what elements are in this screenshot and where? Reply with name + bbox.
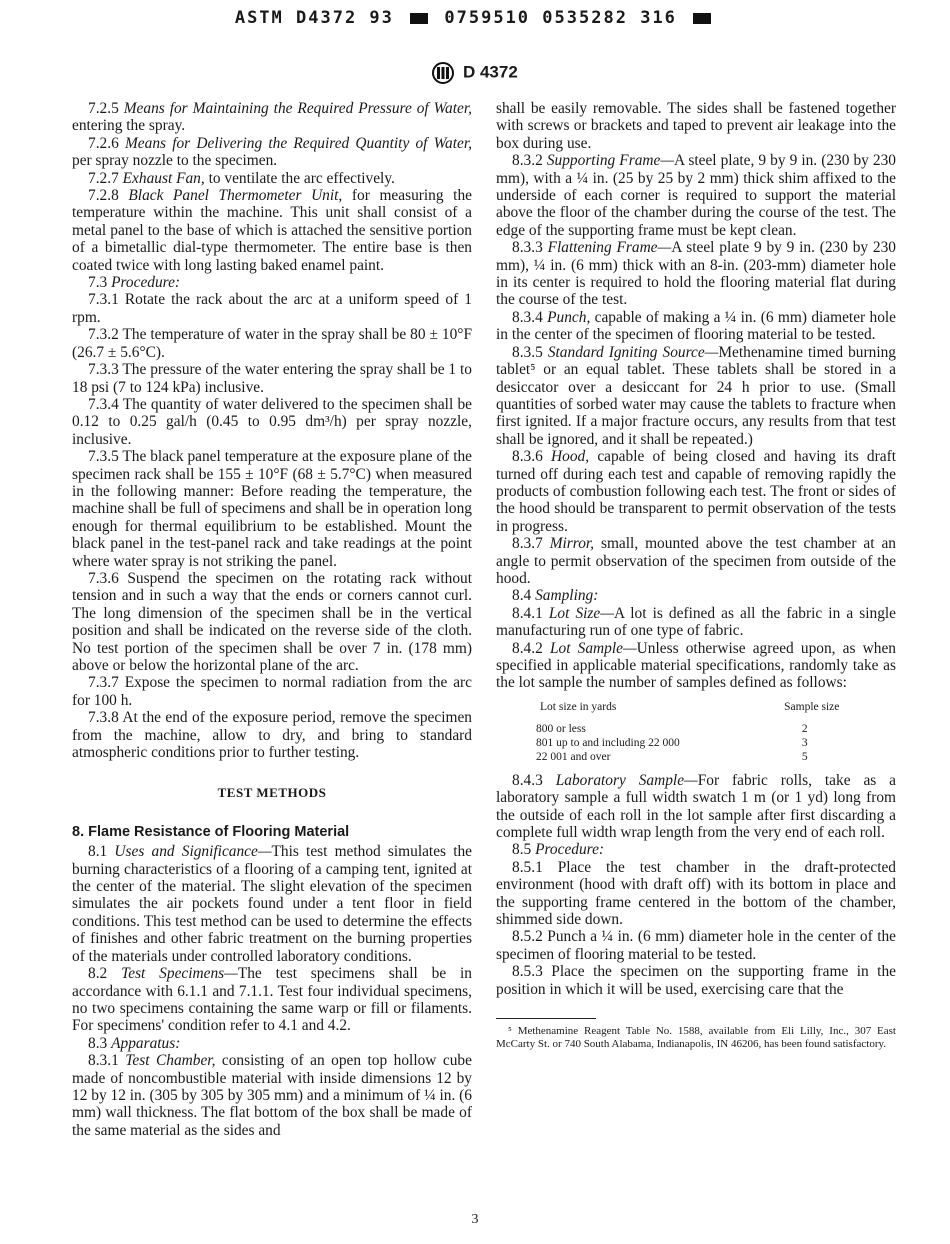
lot-size-cell: 22 001 and over (536, 750, 611, 763)
lot-size-cell: 801 up to and including 22 000 (536, 736, 680, 749)
paragraph-text: The black panel temperature at the exposure plane of the specimen rack shall be 155 ± 10°F (68 ± 5.7°C) when measured in the following manner: Before reading the temperature, the machine shall be full of specimens and shall be in operation long enough for thermal equilibrium to be established. Mount the black panel in the test-panel rack and take readings at the point where water spray is not striking the panel. (72, 448, 472, 570)
paragraph-title: Flattening Frame— (547, 239, 672, 257)
standard-number: D 4372 (462, 62, 518, 82)
header-code-2: 0535282 (542, 8, 628, 28)
paragraph-p8-3-7 (496, 535, 896, 587)
paragraph-number: 8.3.5 (512, 343, 543, 361)
paragraph-number: 7.3.4 (88, 395, 119, 413)
paragraph-title: Standard Igniting Source— (547, 343, 719, 361)
paragraph-p7-3-2 (72, 326, 472, 361)
paragraph-text: entering the spray. (72, 117, 186, 135)
table-row (526, 736, 856, 750)
paragraph-text: shall be easily removable. The sides shall be fastened together with screws or brackets and taped to prevent air leakage into the box during use. (496, 100, 896, 152)
header-designation: ASTM D4372 93 (234, 8, 394, 28)
paragraph-text: per spray nozzle to the specimen. (72, 152, 278, 170)
paragraph-title: Means for Delivering the Required Quantity of Water, (124, 134, 472, 152)
standard-logo-row (0, 62, 950, 84)
paragraph-number: 8.5 (512, 841, 532, 859)
sample-size-table (526, 700, 856, 764)
paragraph-number: 8.5.1 (512, 858, 543, 876)
paragraph-title: Test Specimens— (121, 965, 238, 983)
paragraph-p8-5-2 (496, 928, 896, 963)
paragraph-title: Uses and Significance— (114, 843, 272, 861)
paragraph-p7-2-5 (72, 100, 472, 135)
paragraph-title: Apparatus: (111, 1034, 181, 1052)
paragraph-text: The pressure of the water entering the spray shall be 1 to 18 psi (7 to 124 kPa) inclusive. (72, 361, 472, 396)
table-row (526, 750, 856, 764)
paragraph-title: Punch, (547, 308, 591, 326)
paragraph-text: Punch a ¼ in. (6 mm) diameter hole in the center of the specimen of flooring material to be tested. (496, 928, 896, 963)
paragraph-p7-2-6 (72, 135, 472, 170)
paragraph-text: consisting of an open top hollow cube made of noncombustible material with inside dimensions 12 by 12 by 12 in. (305 by 305 by 305 mm) and a minimum of ¼ in. (6 mm) wall thickness. The flat bottom of the box shall be made of the same material as the sides and (72, 1052, 472, 1139)
paragraph-text: A steel plate 9 by 9 in. (230 by 230 mm), ¼ in. (6 mm) thick with an 8-in. (203-mm) diameter hole in its center is required to hold the flooring material flat during the course of the test. (496, 239, 896, 309)
paragraph-number: 7.2.7 (88, 169, 119, 187)
header-bar-1 (410, 13, 428, 24)
paragraph-p7-3-3 (72, 361, 472, 396)
paragraph-number: 8.3.3 (512, 239, 543, 257)
section-8-heading: 8. Flame Resistance of Flooring Material (72, 823, 350, 840)
paragraph-text: capable of making a ¼ in. (6 mm) diameter hole in the center of the specimen of flooring material to be tested. (496, 308, 896, 344)
paragraph-p8-1 (72, 843, 472, 965)
paragraph-text: Place the specimen on the supporting frame in the position in which it will be used, exercising care that the (496, 963, 896, 998)
paragraph-number: 8.5.2 (512, 928, 543, 946)
paragraph-title: Exhaust Fan, (122, 169, 205, 187)
paragraph-text: Expose the specimen to normal radiation from the arc for 100 h. (72, 674, 472, 709)
right-paragraphs (496, 100, 896, 692)
paragraph-text: This test method simulates the burning characteristics of a flooring of a camping tent, ignited at the center of the material. The slight elevation of the specimen simulates the air pockets found under a tent floor in field conditions. This test method can be used to determine the effects of finishes and other fabric treatment on the burning properties of the materials under controlled laboratory conditions. (72, 843, 472, 965)
paragraph-p7-3 (72, 274, 472, 291)
paragraph-number: 7.3.3 (88, 361, 119, 379)
right-column (496, 100, 896, 1051)
paragraph-number: 8.4.3 (512, 771, 543, 789)
paragraph-text: to ventilate the arc effectively. (208, 169, 395, 187)
test-methods-heading: TEST METHODS (217, 785, 327, 801)
paragraph-p8-4-2 (496, 640, 896, 692)
paragraph-p8-3-3 (496, 239, 896, 309)
paragraph-p7-3-5 (72, 448, 472, 570)
document-header (0, 8, 950, 28)
page-number: 3 (471, 1212, 479, 1227)
paragraph-p8-3-6 (496, 448, 896, 535)
paragraph-text: Methenamine timed burning tablet⁵ or an equal tablet. These tablets shall be stored in a desiccator over a desiccant for 24 h prior to use. (Small quantities of sorbed water may cause the tablets to fracture when first ignited. If a major fracture occurs, any results from that test shall be ignored, and it shall be repeated.) (496, 343, 896, 448)
paragraph-number: 7.3 (88, 274, 108, 292)
paragraph-title: Hood, (551, 448, 590, 466)
paragraph-number: 7.3.7 (88, 674, 119, 692)
paragraph-title: Test Chamber, (125, 1052, 216, 1070)
sample-table-header-row (526, 700, 856, 722)
paragraph-p7-3-1 (72, 291, 472, 326)
paragraph-number: 8.3.6 (512, 448, 543, 466)
paragraph-p8-3-1c (496, 100, 896, 152)
paragraph-text: small, mounted above the test chamber at an angle to permit observation of the specimen from outside of the hood. (496, 535, 896, 587)
sample-size-cell: 3 (801, 736, 808, 749)
paragraph-p8-2 (72, 965, 472, 1035)
paragraph-title: Lot Size— (548, 604, 614, 622)
paragraph-number: 8.4 (512, 587, 532, 605)
paragraph-number: 8.5.3 (512, 963, 543, 981)
left-paragraphs (72, 100, 472, 761)
paragraph-text: At the end of the exposure period, remove the specimen from the machine, allow to dry, and bring to standard atmospheric conditions prior to further testing. (72, 709, 472, 762)
paragraph-title: Procedure: (535, 841, 605, 859)
paragraph-number: 7.3.6 (88, 569, 119, 587)
paragraph-p8-4-1 (496, 605, 896, 640)
paragraph-number: 8.3.1 (88, 1052, 119, 1070)
paragraph-number: 7.3.5 (88, 448, 119, 466)
paragraph-title: Supporting Frame— (546, 152, 675, 170)
paragraph-text: The test specimens shall be in accordance with 6.1.1 and 7.1.1. Test four individual specimens, no two specimens containing the same warp or fill or filaments. For specimens' condition refer to 4.1 and 4.2. (72, 965, 472, 1035)
paragraph-title: Procedure: (111, 274, 181, 292)
paragraph-p7-2-8 (72, 187, 472, 274)
sample-size-header: Sample size (784, 700, 840, 713)
paragraph-text: For fabric rolls, take as a laboratory sample a full width swatch 1 m (or 1 yd) long from the outside of each roll in the lot sample after first discarding a complete full width wrap length from the very end of each roll. (496, 771, 896, 842)
lot-size-header: Lot size in yards (540, 700, 617, 713)
paragraph-title: Black Panel Thermometer Unit, (128, 187, 343, 205)
paragraph-p7-3-4 (72, 396, 472, 448)
paragraph-text: Suspend the specimen on the rotating rack without tension and in such a way that the ends or corners cannot curl. The long dimension of the specimen shall be in the vertical position and shall be indicated on the reverse side of the cloth. No test portion of the specimen shall be over 7 in. (178 mm) above or below the horizontal plane of the arc. (72, 569, 472, 674)
paragraph-text: Place the test chamber in the draft-protected environment (hood with draft off) with its bottom in place and the supporting frame centered in the bottom of the chamber, shimmed side down. (496, 858, 896, 929)
paragraph-p8-3-5 (496, 344, 896, 448)
paragraph-p8-5-1 (496, 859, 896, 929)
paragraph-p8-5-3 (496, 963, 896, 998)
paragraph-number: 8.4.2 (512, 639, 543, 657)
paragraph-title: Mirror, (549, 535, 595, 553)
paragraph-p7-3-8 (72, 709, 472, 761)
paragraph-p8-4-3 (496, 772, 896, 842)
paragraph-number: 8.1 (88, 843, 108, 861)
paragraph-number: 7.3.1 (88, 291, 119, 309)
paragraph-title: Laboratory Sample— (555, 771, 698, 789)
paragraph-number: 8.2 (88, 965, 108, 983)
paragraph-p7-3-6 (72, 570, 472, 674)
paragraph-number: 7.2.5 (88, 100, 119, 117)
paragraph-number: 8.3.2 (512, 152, 543, 170)
paragraph-number: 7.2.8 (88, 187, 119, 205)
paragraph-text: Unless otherwise agreed upon, as when specified in applicable material specifications, randomly take as the lot sample the number of samples defined as follows: (496, 639, 897, 692)
paragraph-title: Sampling: (535, 587, 599, 605)
paragraph-title: Lot Sample— (549, 639, 637, 657)
paragraph-number: 8.3.4 (512, 308, 543, 326)
footnote-divider (496, 1018, 596, 1019)
sample-size-cell: 2 (801, 722, 808, 735)
paragraph-p8-5 (496, 841, 896, 858)
paragraph-p8-3 (72, 1035, 472, 1052)
paragraph-number: 7.3.2 (88, 326, 119, 344)
paragraph-number: 7.3.8 (88, 709, 119, 727)
paragraph-text: A lot is defined as all the fabric in a single manufacturing run of one type of fabric. (496, 604, 896, 640)
paragraph-title: Means for Maintaining the Required Pressure of Water, (123, 100, 472, 117)
paragraph-text: The temperature of water in the spray shall be 80 ± 10°F (26.7 ± 5.6°C). (72, 326, 473, 361)
header-code-1: 0759510 (444, 8, 531, 28)
header-bar-2 (693, 13, 711, 24)
paragraph-p7-3-7 (72, 674, 472, 709)
paragraph-p8-3-1 (72, 1052, 472, 1139)
paragraph-number: 7.2.6 (88, 134, 119, 152)
table-row (526, 722, 856, 736)
paragraph-text: The quantity of water delivered to the specimen shall be 0.12 to 0.25 gal/h (0.45 to 0.95 dm³/h) per spray nozzle, inclusive. (72, 395, 472, 448)
lot-size-cell: 800 or less (536, 722, 586, 735)
header-code-3: 316 (640, 8, 677, 28)
paragraph-p8-3-4 (496, 309, 896, 344)
paragraph-number: 8.3.7 (512, 535, 543, 553)
paragraph-text: for measuring the temperature within the machine. This unit shall consist of a metal panel to the base of which is attached the sensitive portion of a bimetallic dial-type thermometer. The entire base is then coated twice with long lasting baked enamel paint. (72, 187, 472, 274)
footnote-5: ⁵ Methenamine Reagent Table No. 1588, available from Eli Lilly, Inc., 307 East McCarty St. or 740 South Alabama, Indianapolis, IN 46206, has been found satisfactory. (496, 1025, 896, 1051)
paragraph-text: Rotate the rack about the arc at a uniform speed of 1 rpm. (72, 291, 472, 326)
astm-logo-icon (432, 62, 454, 84)
paragraph-p7-2-7 (72, 170, 472, 187)
paragraph-p8-4 (496, 587, 896, 604)
sample-size-cell: 5 (801, 750, 808, 763)
left-column (72, 100, 472, 1139)
left-paragraphs-2 (72, 843, 472, 1139)
right-paragraphs-2 (496, 772, 896, 998)
paragraph-text: capable of being closed and having its draft turned off during each test and capable of removing rapidly the products of combustion following each test. The front or sides of the hood should be transparent to permit observation of the tests in progress. (496, 448, 896, 535)
paragraph-p8-3-2 (496, 152, 896, 239)
paragraph-text: A steel plate, 9 by 9 in. (230 by 230 mm), with a ¼ in. (25 by 25 by 2 mm) thick shim affixed to the underside of each corner is required to support the material above the floor of the chamber during the course of the test. The edge of the supporting frame must be kept clean. (496, 152, 896, 239)
paragraph-number: 8.4.1 (512, 604, 543, 622)
paragraph-number: 8.3 (88, 1034, 108, 1052)
